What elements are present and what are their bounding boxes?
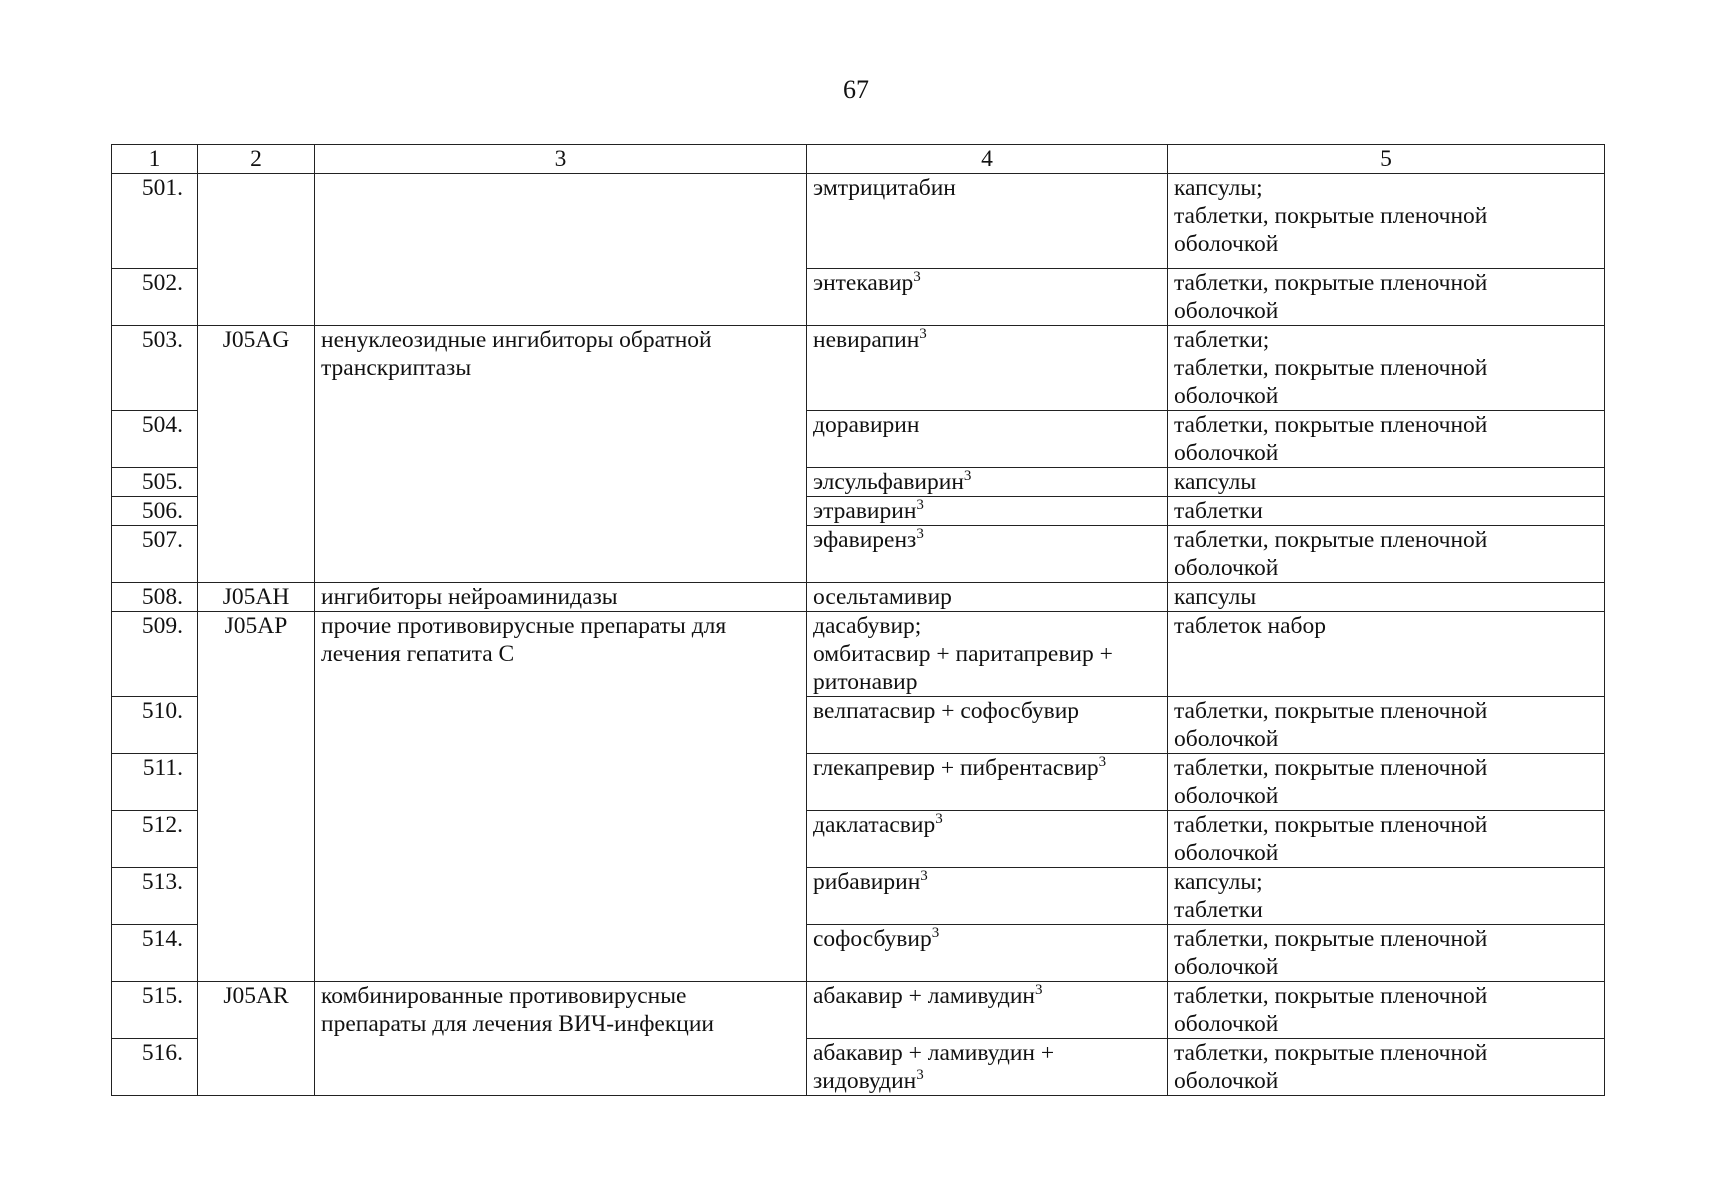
row-number: 509. xyxy=(112,612,198,697)
drug-name: эмтрицитабин xyxy=(807,174,1168,269)
footnote-mark: 3 xyxy=(916,1067,924,1084)
footnote-mark: 3 xyxy=(931,925,940,942)
row-number: 505. xyxy=(112,468,198,497)
row-number: 502. xyxy=(112,269,198,326)
atc-code: J05AP xyxy=(198,612,315,982)
dosage-form: таблетки, покрытые пленочной оболочкой xyxy=(1168,526,1605,583)
dosage-form: таблетки, покрытые пленочной оболочкой xyxy=(1168,754,1605,811)
header-cell: 2 xyxy=(198,145,315,174)
row-number: 512. xyxy=(112,811,198,868)
row-number: 514. xyxy=(112,925,198,982)
page-number: 67 xyxy=(843,75,869,104)
dosage-form: таблетки, покрытые пленочной оболочкой xyxy=(1168,1039,1605,1096)
footnote-mark: 3 xyxy=(1098,754,1107,771)
table-row xyxy=(112,174,1605,269)
footnote-mark: 3 xyxy=(963,468,972,485)
atc-code: J05AH xyxy=(198,583,315,612)
table-row xyxy=(112,982,1605,1039)
row-number: 516. xyxy=(112,1039,198,1096)
drug-table xyxy=(111,144,1605,1096)
drug-name: невирапин$^3$ xyxy=(807,326,1168,411)
group-name: комбинированные противовирусные препараты для лечения ВИЧ-инфекции xyxy=(315,982,807,1096)
row-number: 510. xyxy=(112,697,198,754)
dosage-form: таблетки, покрытые пленочной оболочкой xyxy=(1168,811,1605,868)
row-number: 503. xyxy=(112,326,198,411)
row-number: 504. xyxy=(112,411,198,468)
group-name: ингибиторы нейроаминидазы xyxy=(315,583,807,612)
dosage-form: капсулы; таблетки xyxy=(1168,868,1605,925)
drug-name: дасабувир; омбитасвир + паритапревир + ритонавир xyxy=(807,612,1168,697)
row-number: 513. xyxy=(112,868,198,925)
drug-name: софосбувир$^3$ xyxy=(807,925,1168,982)
table-header-row xyxy=(112,145,1605,174)
drug-name: эфавиренз$^3$ xyxy=(807,526,1168,583)
row-number: 507. xyxy=(112,526,198,583)
table-row xyxy=(112,612,1605,697)
drug-name: элсульфавирин$^3$ xyxy=(807,468,1168,497)
group-name: прочие противовирусные препараты для лечения гепатита С xyxy=(315,612,807,982)
dosage-form: таблетки xyxy=(1168,497,1605,526)
dosage-form: таблетки, покрытые пленочной оболочкой xyxy=(1168,269,1605,326)
footnote-mark: 3 xyxy=(913,269,921,286)
footnote-mark: 3 xyxy=(920,868,928,885)
row-number: 515. xyxy=(112,982,198,1039)
drug-name: абакавир + ламивудин + зидовудин$^3$ xyxy=(807,1039,1168,1096)
dosage-form: таблетки, покрытые пленочной оболочкой xyxy=(1168,982,1605,1039)
header-cell: 1 xyxy=(112,145,198,174)
atc-code: J05AG xyxy=(198,326,315,583)
footnote-mark: 3 xyxy=(919,326,927,343)
header-cell: 3 xyxy=(315,145,807,174)
row-number: 508. xyxy=(112,583,198,612)
dosage-form: таблетки, покрытые пленочной оболочкой xyxy=(1168,411,1605,468)
drug-name: рибавирин$^3$ xyxy=(807,868,1168,925)
drug-name: энтекавир$^3$ xyxy=(807,269,1168,326)
header-cell: 5 xyxy=(1168,145,1605,174)
dosage-form: таблетки, покрытые пленочной оболочкой xyxy=(1168,697,1605,754)
drug-name: доравирин xyxy=(807,411,1168,468)
dosage-form: таблетки, покрытые пленочной оболочкой xyxy=(1168,925,1605,982)
dosage-form: таблеток набор xyxy=(1168,612,1605,697)
row-number: 501. xyxy=(112,174,198,269)
drug-name: даклатасвир$^3$ xyxy=(807,811,1168,868)
drug-name: велпатасвир + софосбувир xyxy=(807,697,1168,754)
atc-code: J05AR xyxy=(198,982,315,1096)
drug-name: абакавир + ламивудин$^3$ xyxy=(807,982,1168,1039)
drug-name: осельтамивир xyxy=(807,583,1168,612)
header-cell: 4 xyxy=(807,145,1168,174)
row-number: 511. xyxy=(112,754,198,811)
footnote-mark: 3 xyxy=(935,811,943,828)
drug-name: этравирин$^3$ xyxy=(807,497,1168,526)
footnote-mark: 3 xyxy=(916,497,924,514)
dosage-form: капсулы; таблетки, покрытые пленочной оболочкой xyxy=(1168,174,1605,269)
footnote-mark: 3 xyxy=(1035,982,1043,999)
footnote-mark: 3 xyxy=(916,526,924,543)
table-row xyxy=(112,326,1605,411)
row-number: 506. xyxy=(112,497,198,526)
group-name: ненуклеозидные ингибиторы обратной транскриптазы xyxy=(315,326,807,583)
dosage-form: капсулы xyxy=(1168,468,1605,497)
dosage-form: таблетки; таблетки, покрытые пленочной оболочкой xyxy=(1168,326,1605,411)
atc-code-cell xyxy=(198,174,315,326)
group-cell xyxy=(315,174,807,326)
table-row xyxy=(112,583,1605,612)
drug-name: глекапревир + пибрентасвир$^3$ xyxy=(807,754,1168,811)
dosage-form: капсулы xyxy=(1168,583,1605,612)
